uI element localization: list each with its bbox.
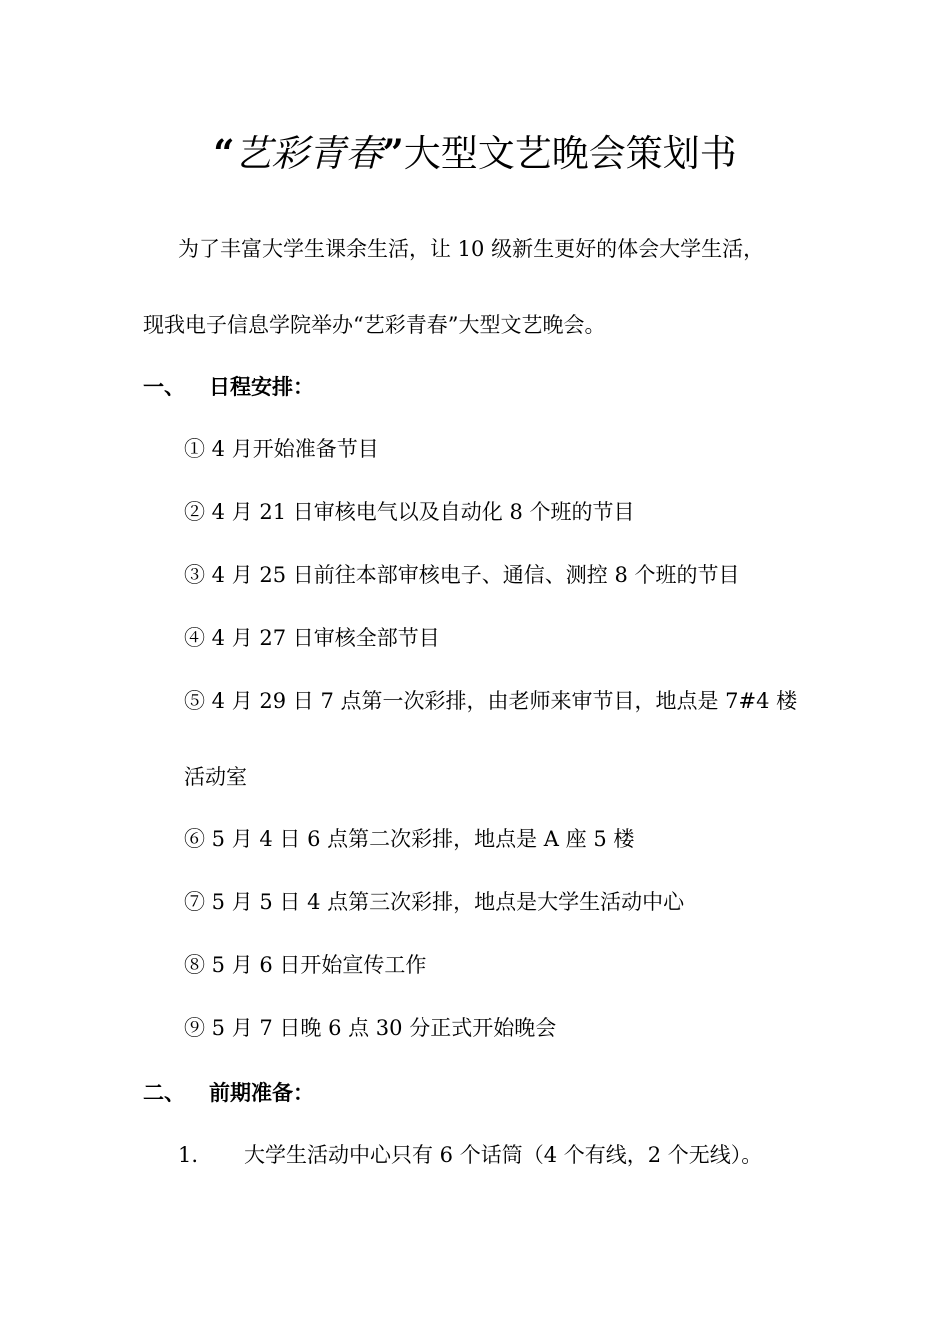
section-label: 前期准备： bbox=[209, 1080, 314, 1105]
section-heading-schedule bbox=[143, 372, 314, 402]
section-number: 二、 bbox=[143, 1080, 185, 1105]
document-title bbox=[0, 128, 950, 179]
schedule-item: ① 4 月开始准备节目 bbox=[184, 437, 379, 461]
schedule-item: ③ 4 月 25 日前往本部审核电子、通信、测控 8 个班的节目 bbox=[184, 563, 740, 587]
schedule-item: ⑤ 4 月 29 日 7 点第一次彩排，由老师来审节目，地点是 7#4 楼 bbox=[184, 689, 798, 713]
schedule-item: ④ 4 月 27 日审核全部节目 bbox=[184, 626, 440, 650]
schedule-item: ⑨ 5 月 7 日晚 6 点 30 分正式开始晚会 bbox=[184, 1016, 557, 1040]
schedule-item: ② 4 月 21 日审核电气以及自动化 8 个班的节目 bbox=[184, 500, 635, 524]
intro-line-1: 为了丰富大学生课余生活，让 10 级新生更好的体会大学生活， bbox=[178, 237, 765, 261]
schedule-item: ⑧ 5 月 6 日开始宣传工作 bbox=[184, 953, 427, 977]
title-theme: 艺彩青春 bbox=[234, 132, 383, 175]
section-label: 日程安排： bbox=[209, 374, 314, 399]
title-close-quote: ” bbox=[382, 131, 404, 175]
schedule-item: ⑦ 5 月 5 日 4 点第三次彩排，地点是大学生活动中心 bbox=[184, 890, 685, 914]
preparation-item bbox=[178, 1140, 762, 1170]
schedule-item-continuation: 活动室 bbox=[184, 765, 247, 789]
intro-line-2: 现我电子信息学院举办“艺彩青春”大型文艺晚会。 bbox=[143, 313, 606, 337]
preparation-item-number: 1. bbox=[178, 1143, 199, 1167]
schedule-item: ⑥ 5 月 4 日 6 点第二次彩排，地点是 A 座 5 楼 bbox=[184, 827, 635, 851]
preparation-item-text: 大学生活动中心只有 6 个话筒（4 个有线，2 个无线）。 bbox=[244, 1143, 763, 1167]
title-open-quote: “ bbox=[213, 131, 235, 175]
section-heading-preparation bbox=[143, 1078, 314, 1108]
title-rest: 大型文艺晚会策划书 bbox=[403, 132, 737, 175]
section-number: 一、 bbox=[143, 374, 185, 399]
